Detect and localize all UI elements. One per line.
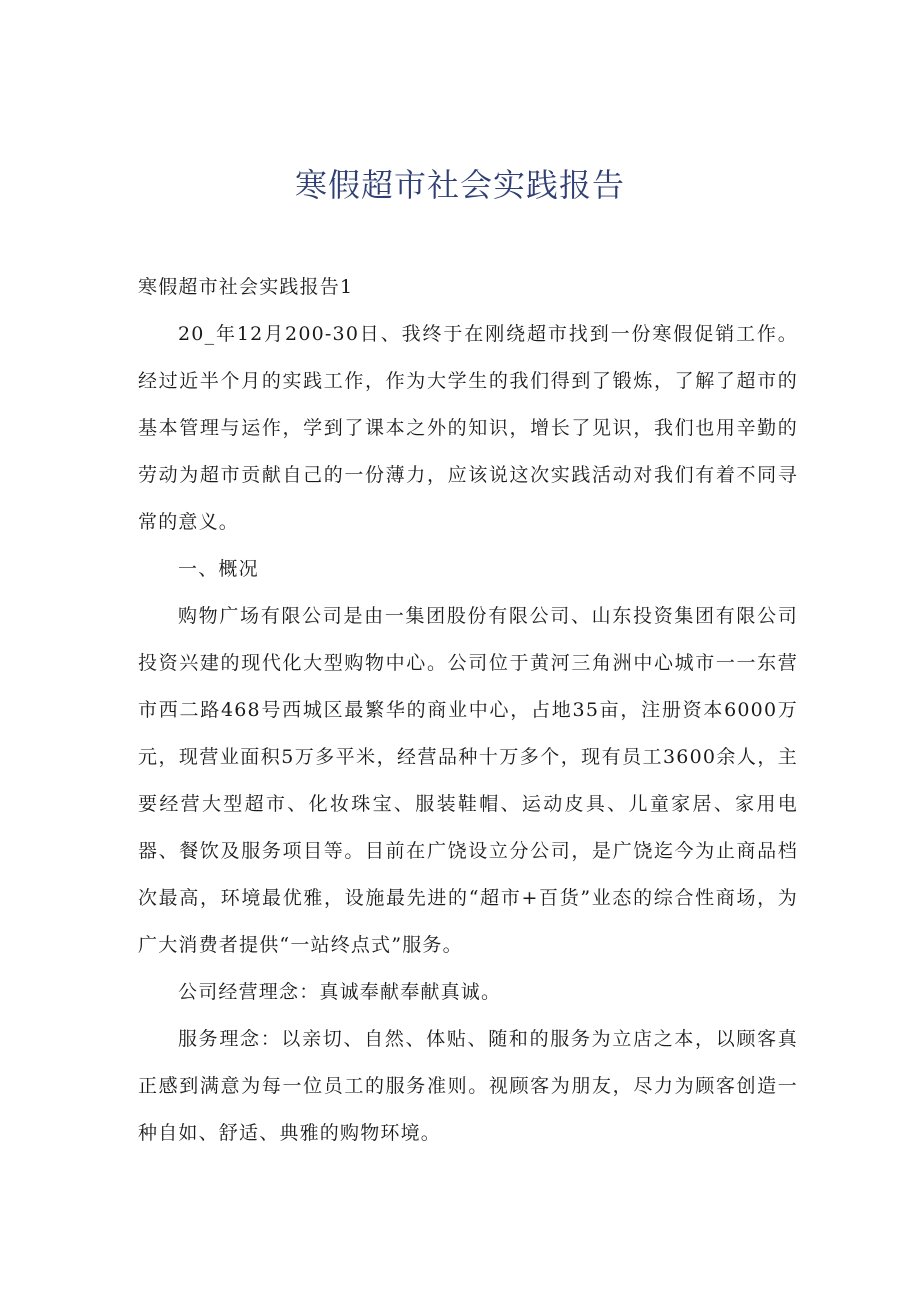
subheading-overview: 一、概况 xyxy=(178,558,259,580)
document-title: 寒假超市社会实践报告 xyxy=(294,166,625,204)
document-body xyxy=(138,264,798,1157)
section-heading: 寒假超市社会实践报告1 xyxy=(138,276,354,298)
paragraph-business-philosophy: 公司经营理念：真诚奉献奉献真诚。 xyxy=(178,981,502,1003)
paragraph-intro: 20_年12月200-30日、我终于在刚绕超市找到一份寒假促销工作。经过近半个月的实践工作，作为大学生的我们得到了锻炼，了解了超市的基本管理与运作，学到了课本之外的知识，增长了见识，我们也用辛勤的劳动为超市贡献自己的一份薄力，应该说这次实践活动对我们有着不同寻常的意义。 xyxy=(138,323,798,533)
paragraph-service-philosophy: 服务理念：以亲切、自然、体贴、随和的服务为立店之本，以顾客真正感到满意为每一位员工的服务准则。视顾客为朋友，尽力为顾客创造一种自如、舒适、典雅的购物环境。 xyxy=(138,1028,798,1144)
paragraph-company: 购物广场有限公司是由一集团股份有限公司、山东投资集团有限公司投资兴建的现代化大型购物中心。公司位于黄河三角洲中心城市一一东营市西二路468号西城区最繁华的商业中心，占地35亩，注册资本6000万元，现营业面积5万多平米，经营品种十万多个，现有员工3600余人，主要经营大型超市、化妆珠宝、服装鞋帽、运动皮具、儿童家居、家用电器、餐饮及服务项目等。目前在广饶设立分公司，是广饶迄今为止商品档次最高，环境最优雅，设施最先进的“超市+百货”业态的综合性商场，为广大消费者提供“一站终点式”服务。 xyxy=(138,605,798,956)
